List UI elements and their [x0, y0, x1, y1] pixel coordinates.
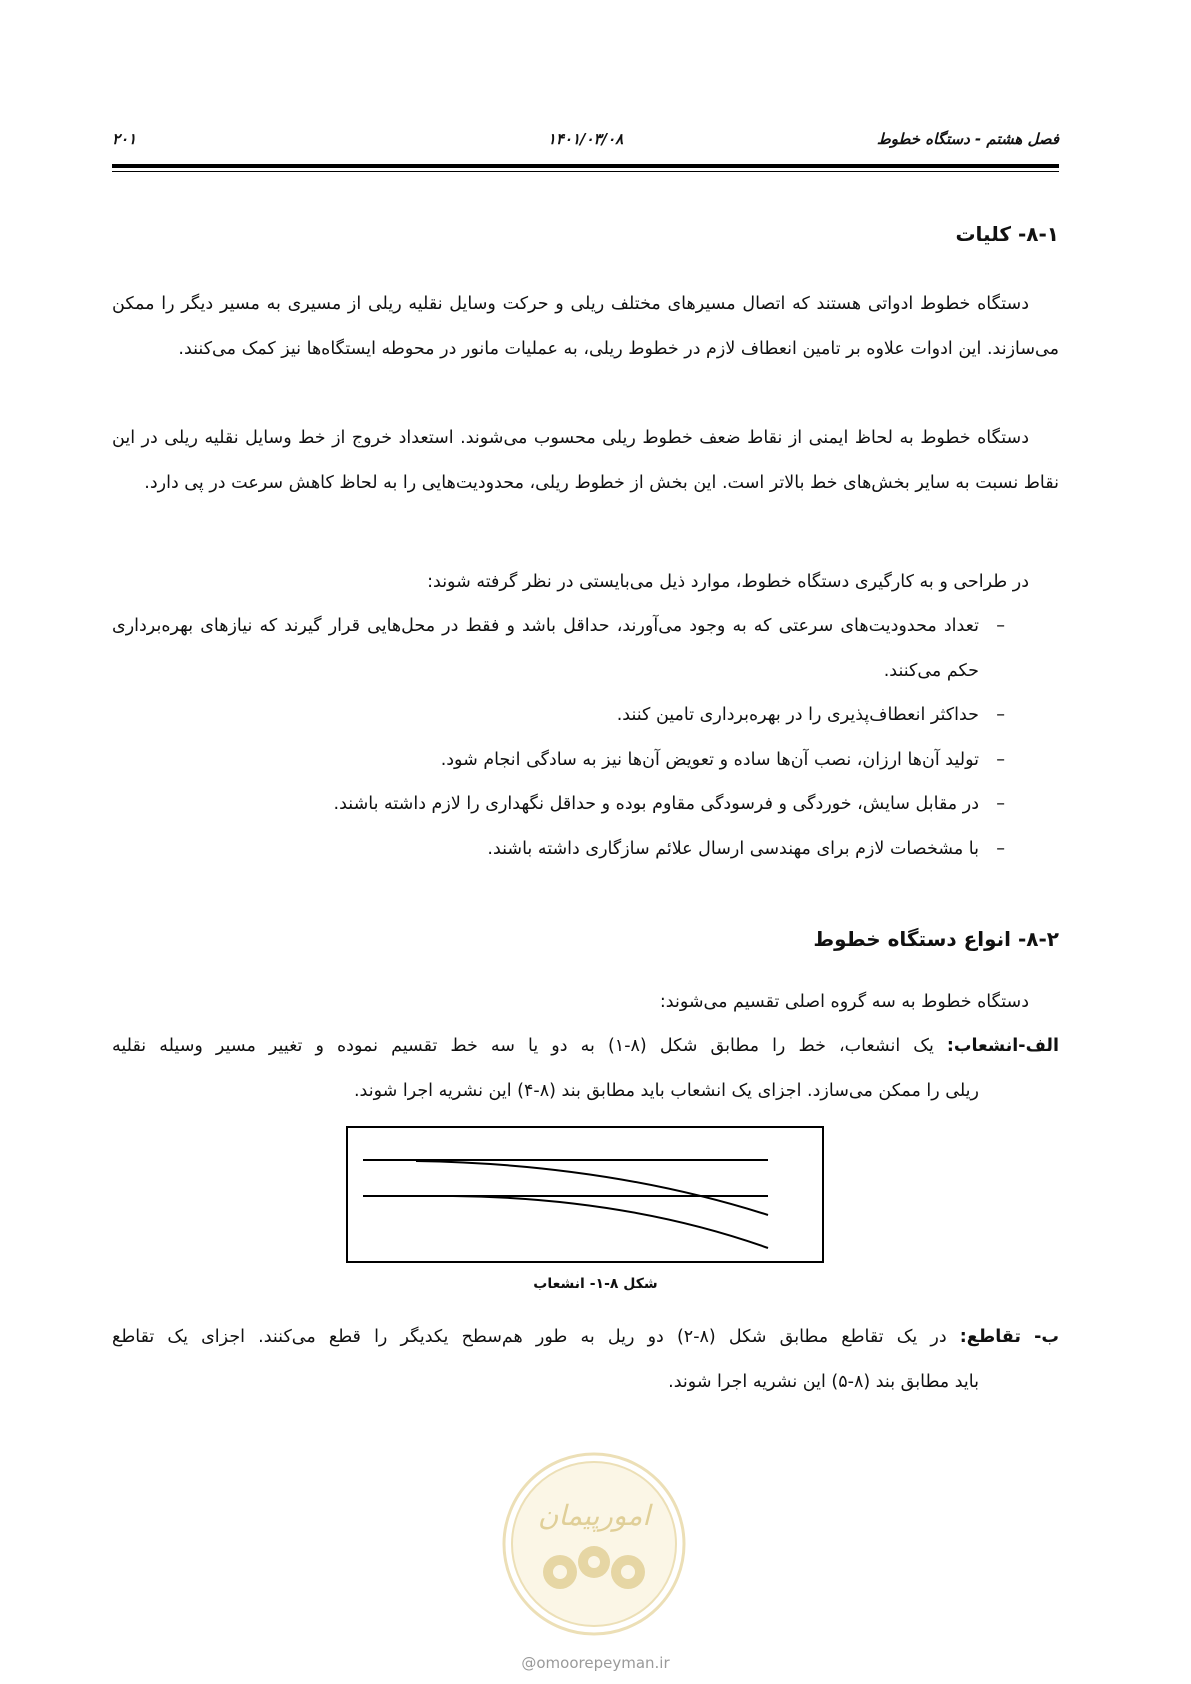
criteria-list	[112, 604, 1059, 871]
section-heading-general: ۸-۱- کلیات	[955, 222, 1059, 246]
seal-lettering: امورپیمان	[537, 1499, 651, 1532]
figure-caption: شکل ۸-۱- انشعاب	[533, 1276, 658, 1292]
bullet-dash: –	[996, 749, 1005, 770]
item-crossing-prefix: ب-	[1034, 1327, 1059, 1347]
bullet-dash: –	[996, 794, 1005, 814]
paragraph-types-intro: دستگاه خطوط به سه گروه اصلی تقسیم می‌شوند:	[659, 992, 1029, 1012]
bullet-dash: –	[996, 705, 1005, 725]
diverging-rail-bottom	[453, 1196, 768, 1248]
turnout-figure	[346, 1126, 824, 1263]
item-crossing-label: تقاطع:	[959, 1327, 1021, 1347]
paragraph-safety: دستگاه خطوط به لحاظ ایمنی از نقاط ضعف خطوط ریلی محسوب می‌شوند. استعداد خروج از خط وسایل نقلیه ریلی در این نقاط نسبت به سایر بخش‌های خط بالاتر است. این بخش از خطوط ریلی، محدودیت‌هایی را به لحاظ کاهش سرعت در پی دارد.	[112, 428, 1059, 493]
list-item: – تعداد محدودیت‌های سرعتی که به وجود می‌آورند، حداقل باشد و فقط در محل‌هایی قرار گیرند که نیازهای بهره‌برداری حکم می‌کنند.	[112, 604, 1059, 693]
list-item: – در مقابل سایش، خوردگی و فرسودگی مقاوم بوده و حداقل نگهداری را لازم داشته باشند.	[112, 782, 1059, 827]
header-date: ۱۴۰۱/۰۳/۰۸	[547, 130, 624, 148]
header-rule-thick	[112, 164, 1059, 168]
bullet-dash: –	[996, 616, 1005, 636]
watermark-seal	[500, 1450, 688, 1638]
paragraph-design-criteria: در طراحی و به کارگیری دستگاه خطوط، موارد ذیل می‌بایستی در نظر گرفته شوند:	[427, 572, 1029, 592]
item-branch: الف-انشعاب: یک انشعاب، خط را مطابق شکل (۸-۱) به دو یا سه خط تقسیم نموده و تغییر مسیر وسیله نقلیه ریلی را ممکن می‌سازد. اجزای یک انشعاب باید مطابق بند (۸-۴) این نشریه اجرا شوند.	[112, 1036, 1059, 1101]
bullet-dash: –	[996, 838, 1005, 859]
item-branch-label: الف-انشعاب:	[946, 1036, 1059, 1056]
item-crossing: ب- تقاطع: در یک تقاطع مطابق شکل (۸-۲) دو ریل به طور هم‌سطح یکدیگر را قطع می‌کنند. اجزای یک تقاطع باید مطابق بند (۸-۵) این نشریه اجرا شوند.	[112, 1327, 1059, 1392]
list-item: – تولید آن‌ها ارزان، نصب آن‌ها ساده و تعویض آن‌ها نیز به سادگی انجام شود.	[112, 738, 1059, 783]
chapter-title: فصل هشتم - دستگاه خطوط	[876, 130, 1059, 148]
list-item: – با مشخصات لازم برای مهندسی ارسال علائم سازگاری داشته باشند.	[112, 827, 1059, 872]
turnout-diagram	[348, 1128, 822, 1261]
watermark-url: @omoorepeyman.ir	[521, 1654, 670, 1672]
list-item: – حداکثر انعطاف‌پذیری را در بهره‌برداری تامین کنند.	[112, 693, 1059, 738]
paragraph-intro: دستگاه خطوط ادواتی هستند که اتصال مسیرهای مختلف ریلی و حرکت وسایل نقلیه ریلی از مسیری به مسیر دیگر را ممکن می‌سازند. این ادوات علاوه بر تامین انعطاف لازم در خطوط ریلی، به عملیات مانور در محوطه ایستگاه‌ها نیز کمک می‌کنند.	[112, 294, 1059, 359]
page-header	[112, 130, 1059, 152]
header-rule-thin	[112, 171, 1059, 172]
page-number: ۲۰۱	[112, 130, 137, 148]
section-heading-types: ۸-۲- انواع دستگاه خطوط	[813, 927, 1059, 951]
